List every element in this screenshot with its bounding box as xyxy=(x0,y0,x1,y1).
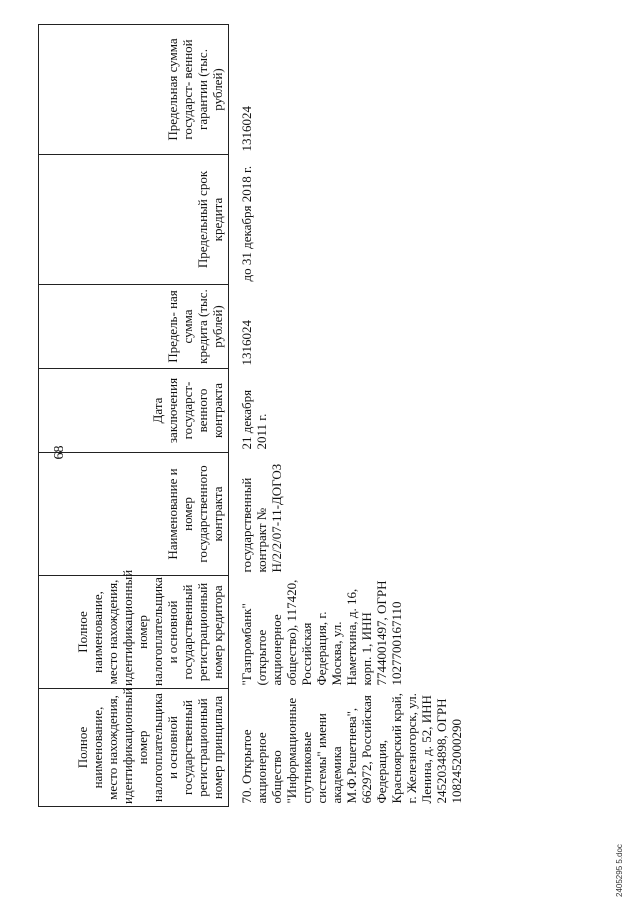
table-row xyxy=(229,25,465,807)
cell-principal: 70. Открытое акционерное общество "Информационные спутниковые системы" имени академика М.Ф.Решетнева", 662972, Российская Федерация, Красноярский край, г. Железногорск, ул. Ленина, д. 52, ИНН 2452034898, ОГРН 1082452000290 xyxy=(239,693,464,804)
table-header-row xyxy=(39,25,229,807)
header-contract-date: Дата заключения государст- венного контракта xyxy=(39,369,229,453)
cell-credit-term: до 31 декабря 2018 г. xyxy=(239,165,254,282)
cell-contract: государственный контракт № Н/2/2/07-11-ДОГОЗ xyxy=(239,463,284,573)
cell-credit-limit: 1316024 xyxy=(239,320,254,366)
header-contract: Наименование и номер государственного контракта xyxy=(39,453,229,576)
document-code: 2405295 5.doc xyxy=(615,844,624,897)
page-number: 68 xyxy=(52,445,67,460)
header-credit-limit: Предель- ная сумма кредита (тыс. рублей) xyxy=(39,285,229,369)
cell-creditor: "Газпромбанк" (открытое акционерное общество), 117420, Российская Федерация, г. Москва, ул. Наметкина, д. 16, корп. 1, ИНН 7744001497, ОГРН 1027700167110 xyxy=(239,579,404,686)
header-guarantee-limit: Предельная сумма государст- венной гарантии (тыс. рублей) xyxy=(39,25,229,155)
cell-guarantee-limit: 1316024 xyxy=(239,106,254,152)
header-principal: Полное наименование, место нахождения, идентификационный номер налогоплательщика и основной государственный регистрационный номер принципала xyxy=(39,689,229,807)
header-creditor: Полное наименование, место нахождения, идентификационный номер налогоплательщика и основной государственный регистрационный номер кредитора xyxy=(39,576,229,689)
guarantee-table xyxy=(38,24,464,807)
cell-contract-date: 21 декабря 2011 г. xyxy=(239,389,269,450)
header-credit-term: Предельный срок кредита xyxy=(39,155,229,285)
